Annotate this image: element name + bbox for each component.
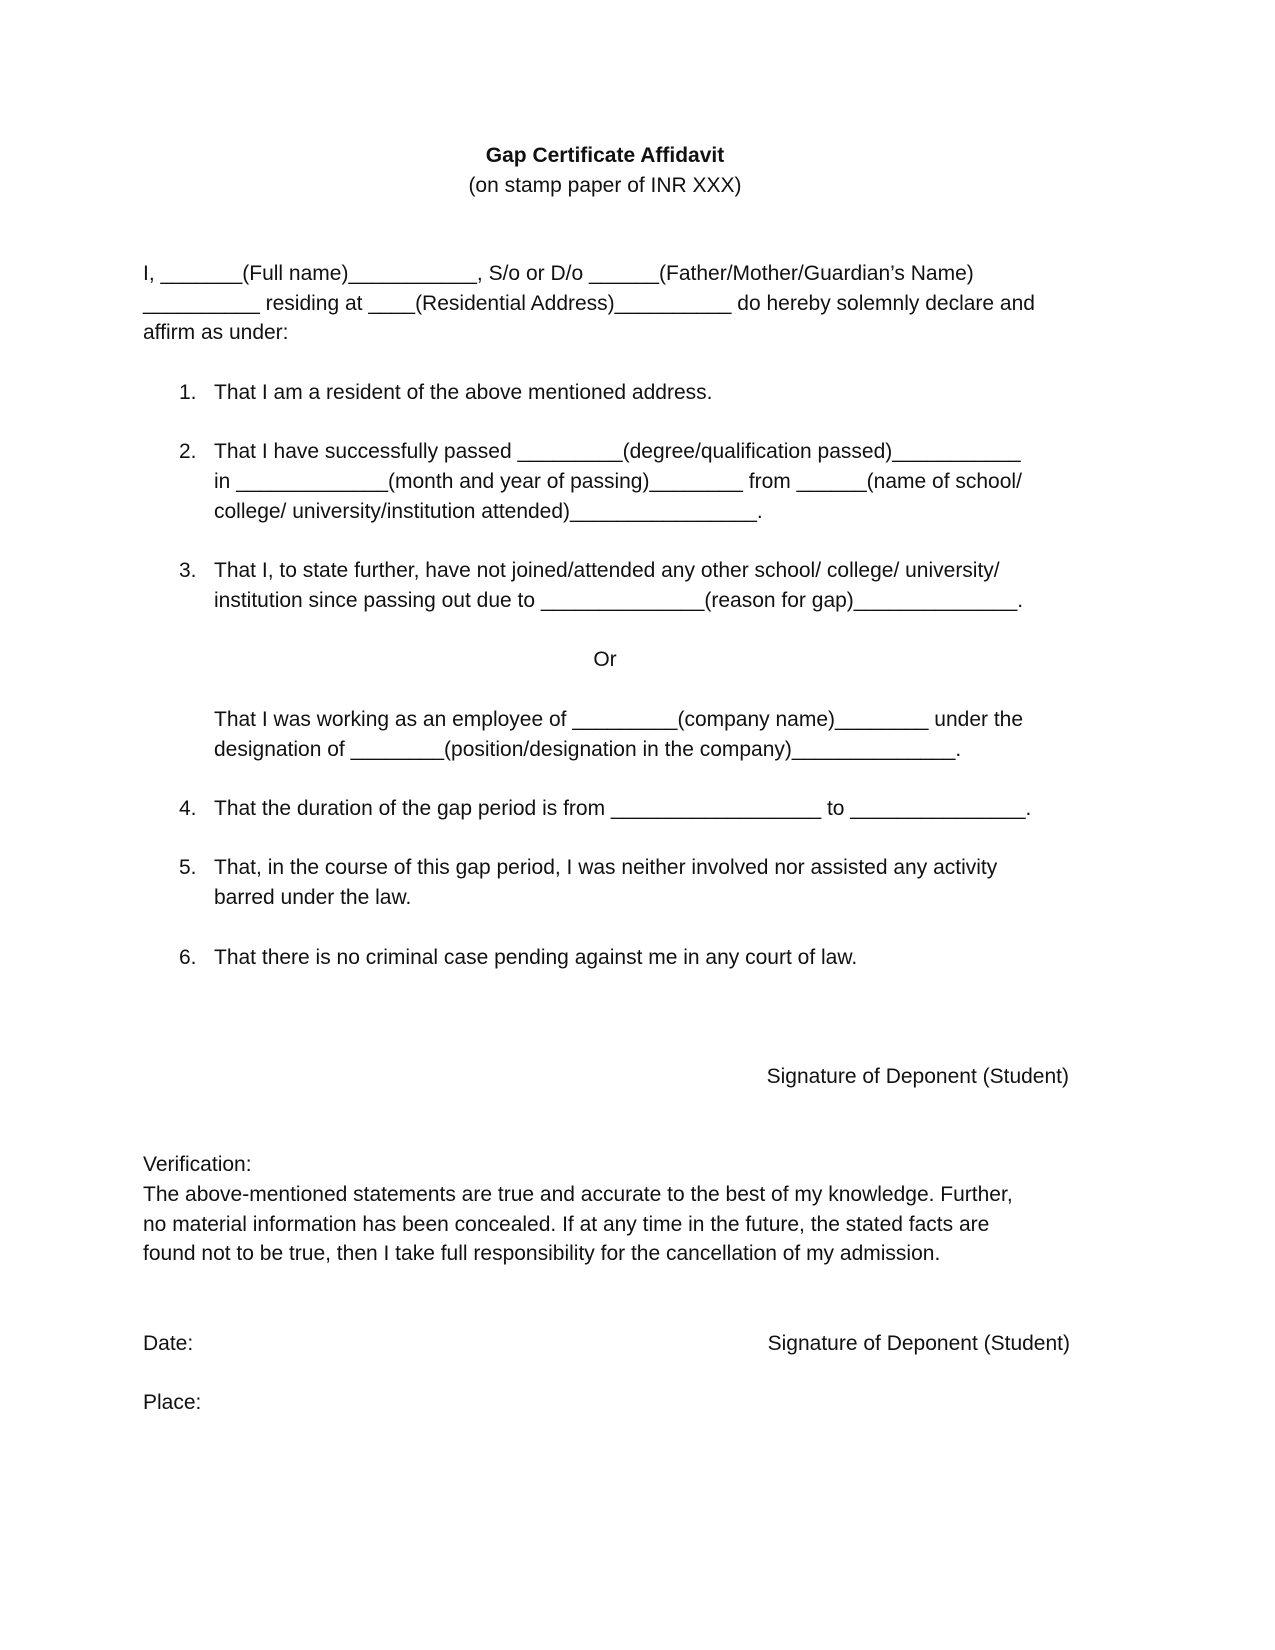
intro-line-3: affirm as under: bbox=[143, 321, 289, 344]
date-label: Date: bbox=[143, 1332, 194, 1355]
or-clause-line-1: That I was working as an employee of _________(company name)________ under the bbox=[214, 708, 1024, 731]
clause-3-line-2: institution since passing out due to ______________(reason for gap)______________. bbox=[214, 589, 1024, 612]
clause-2-line-3: college/ university/institution attended)________________. bbox=[214, 500, 763, 523]
clause-number: 3. bbox=[179, 559, 197, 582]
document-subtitle: (on stamp paper of INR XXX) bbox=[468, 174, 742, 197]
clause-2-line-2: in _____________(month and year of passing)________ from ______(name of school/ bbox=[214, 470, 1022, 493]
or-separator: Or bbox=[593, 648, 617, 671]
clause-5-line-1: That, in the course of this gap period, I was neither involved nor assisted any activity bbox=[214, 856, 998, 879]
clause-6-line-1: That there is no criminal case pending against me in any court of law. bbox=[214, 946, 858, 969]
clause-4-line-1: That the duration of the gap period is from __________________ to _______________. bbox=[214, 797, 1032, 820]
verification-line-1: The above-mentioned statements are true and accurate to the best of my knowledge. Further, bbox=[143, 1183, 1013, 1206]
clause-number: 5. bbox=[179, 856, 197, 879]
verification-heading: Verification: bbox=[143, 1153, 252, 1176]
clause-number: 1. bbox=[179, 381, 197, 404]
signature-of-deponent-label: Signature of Deponent (Student) bbox=[767, 1332, 1070, 1355]
verification-line-2: no material information has been concealed. If at any time in the future, the stated facts are bbox=[143, 1213, 990, 1236]
intro-line-1: I, _______(Full name)___________, S/o or D/o ______(Father/Mother/Guardian’s Name) bbox=[143, 262, 974, 285]
clause-1-line-1: That I am a resident of the above mentioned address. bbox=[214, 381, 713, 404]
clause-number: 6. bbox=[179, 946, 197, 969]
signature-of-deponent-label: Signature of Deponent (Student) bbox=[766, 1065, 1069, 1088]
place-label: Place: bbox=[143, 1391, 202, 1414]
or-clause-line-2: designation of ________(position/designation in the company)______________. bbox=[214, 738, 962, 761]
clause-number: 2. bbox=[179, 440, 197, 463]
document-title: Gap Certificate Affidavit bbox=[485, 144, 725, 167]
clause-3-line-1: That I, to state further, have not joined/attended any other school/ college/ university/ bbox=[214, 559, 1000, 582]
intro-line-2: __________ residing at ____(Residential Address)__________ do hereby solemnly declare and bbox=[143, 292, 1035, 315]
verification-line-3: found not to be true, then I take full responsibility for the cancellation of my admission. bbox=[143, 1242, 941, 1265]
clause-5-line-2: barred under the law. bbox=[214, 886, 412, 909]
clause-number: 4. bbox=[179, 797, 197, 820]
clause-2-line-1: That I have successfully passed _________(degree/qualification passed)___________ bbox=[214, 440, 1021, 463]
